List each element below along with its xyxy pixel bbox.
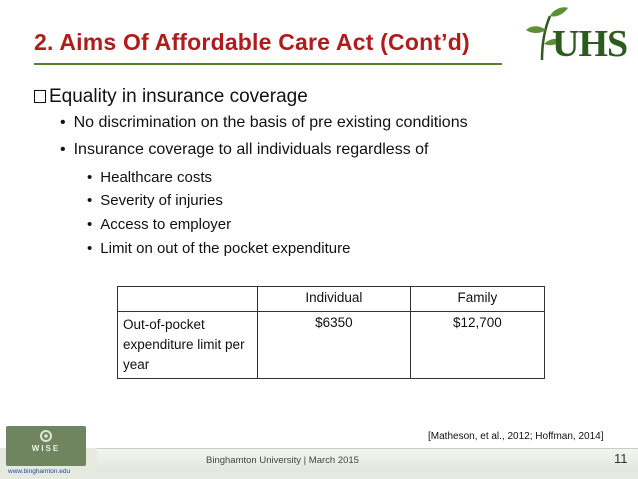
citation: [Matheson, et al., 2012; Hoffman, 2014] (428, 431, 604, 442)
bullet-dot-icon: • (87, 169, 93, 186)
title-underline (34, 63, 502, 65)
bullet-dot-icon: • (87, 216, 93, 233)
uhs-logo: UHS (552, 23, 628, 65)
bullet-text: Severity of injuries (100, 192, 223, 209)
slide-title: 2. Aims Of Affordable Care Act (Cont’d) (34, 29, 470, 55)
table-cell: Out-of-pocket expenditure limit per year (118, 312, 258, 379)
bullet-dot-icon: • (60, 141, 66, 158)
footer-url[interactable]: www.binghamton.edu (8, 468, 71, 475)
bullet-limit-expenditure (87, 240, 350, 257)
table-cell: $12,700 (410, 312, 544, 379)
bullet-text: No discrimination on the basis of pre existing conditions (73, 114, 468, 131)
bullet-text: Access to employer (100, 216, 232, 233)
bullet-text: Equality in insurance coverage (49, 86, 308, 107)
bullet-severity (87, 192, 223, 209)
bullet-equality (34, 86, 308, 108)
gear-icon (36, 428, 56, 444)
bullet-text: Healthcare costs (100, 169, 212, 186)
footer-band (97, 448, 638, 472)
bullet-coverage-all (60, 141, 428, 159)
page-number: 11 (614, 451, 628, 466)
bullet-access-employer (87, 216, 231, 233)
footer-text: Binghamton University | March 2015 (206, 455, 359, 466)
table-header-row (118, 287, 545, 312)
bullet-healthcare-costs (87, 169, 212, 186)
wise-logo-text: WISE (31, 444, 61, 453)
bullet-text: Limit on out of the pocket expenditure (100, 240, 351, 257)
bullet-dot-icon: • (87, 192, 93, 209)
bullet-dot-icon: • (87, 240, 93, 257)
table-header-cell: Family (410, 287, 544, 312)
bullet-text: Insurance coverage to all individuals regardless of (73, 141, 429, 158)
table-cell: $6350 (258, 312, 411, 379)
checkbox-bullet-icon (34, 90, 46, 103)
out-of-pocket-table (117, 286, 545, 379)
bullet-no-discrimination (60, 114, 468, 132)
table-row (118, 312, 545, 379)
table-header-cell (118, 287, 258, 312)
table-header-cell: Individual (258, 287, 411, 312)
bullet-dot-icon: • (60, 114, 66, 131)
